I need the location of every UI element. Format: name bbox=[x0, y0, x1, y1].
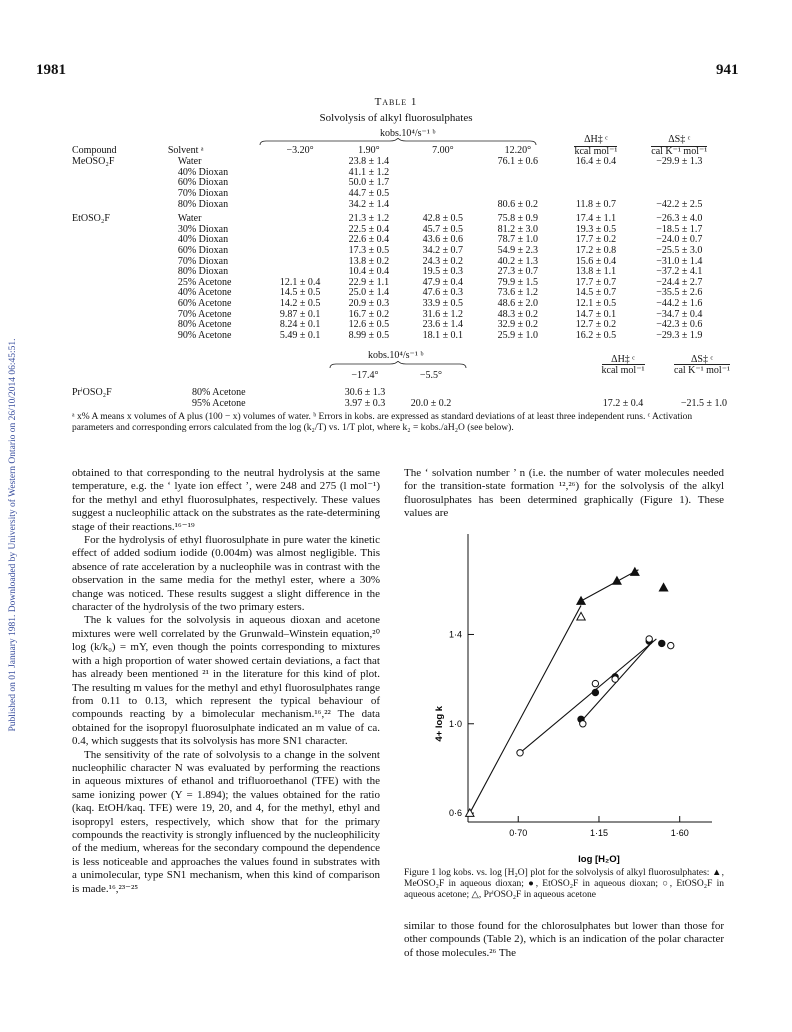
table-cell-t1: 5.49 ± 0.1 bbox=[279, 329, 321, 341]
table-cell-t1 bbox=[268, 178, 333, 189]
table-cell-ds: −18.5 ± 1.7 bbox=[656, 223, 703, 235]
table-cell-t3: 47.9 ± 0.4 bbox=[422, 276, 464, 288]
table-cell-compound bbox=[72, 200, 168, 213]
table-cell-ds: −42.2 ± 2.5 bbox=[656, 198, 703, 210]
table-label: Table 1 bbox=[374, 96, 418, 108]
table-cell-t4 bbox=[480, 189, 555, 200]
x-tick-label: 1·60 bbox=[670, 828, 689, 838]
x-axis-label: log [H₂O] bbox=[578, 854, 620, 865]
dh-unit-2: kcal mol⁻¹ bbox=[601, 365, 645, 376]
table-cell-dh: 15.6 ± 0.4 bbox=[575, 255, 617, 267]
table-cell-ds bbox=[637, 178, 722, 189]
table-cell-dh bbox=[555, 178, 636, 189]
page-year: 1981 bbox=[36, 62, 66, 78]
col-compound: Compound bbox=[72, 145, 117, 156]
table-cell-solvent: Water bbox=[177, 213, 202, 225]
table-cell-t3 bbox=[405, 157, 480, 168]
data-point bbox=[580, 721, 586, 727]
left-column bbox=[72, 467, 380, 896]
table-cell-t2: 25.0 ± 1.4 bbox=[348, 287, 390, 299]
table-row bbox=[72, 299, 722, 310]
table-cell-compound bbox=[72, 168, 168, 179]
table-cell-t1: 14.2 ± 0.5 bbox=[279, 297, 321, 309]
table-cell-t4: 79.9 ± 1.5 bbox=[497, 276, 539, 288]
table-cell-solvent: 80% Acetone bbox=[192, 387, 246, 398]
table-row bbox=[72, 288, 722, 299]
table-cell-ds: −29.3 ± 1.9 bbox=[656, 329, 703, 341]
table-cell-t2: 20.9 ± 0.3 bbox=[348, 297, 390, 309]
left-paragraph: The k values for the solvolysis in aqueous dioxan and acetone mixtures were well correlated by the Grunwald–Winstein equation,²⁰ log (k/k₀) = mY, even though the points corresponding to mixtures with a high proportion of water showed certain deviations, a fact that has already been mentioned ²¹ in the literature for this kind of plot. The resulting m values for the methyl and ethyl fluorosulphates range from 0.11 to 0.13, which represent the typical behaviour of compounds reacting by a bimolecular mechanism.¹⁶,²² The data obtained for the isopropyl fluorosulphate indicated an m value of ca. 0.4, which suggests that its solvolysis has more SN1 character. bbox=[72, 614, 380, 748]
table-title: Solvolysis of alkyl fluorosulphates bbox=[319, 112, 473, 124]
table-cell-compound bbox=[72, 267, 168, 278]
table-isopropyl-rows bbox=[72, 387, 752, 409]
table-cell-t1 bbox=[268, 200, 333, 213]
col-solvent: Solvent ᵃ bbox=[167, 145, 204, 156]
table-cell-t4: 27.3 ± 0.7 bbox=[497, 266, 539, 278]
table-cell-compound bbox=[72, 235, 168, 246]
table-cell-t2: 16.7 ± 0.2 bbox=[348, 308, 390, 320]
table-cell-solvent: 30% Dioxan bbox=[177, 223, 229, 235]
table-cell-solvent: Water bbox=[177, 156, 202, 168]
data-point bbox=[577, 612, 585, 620]
table-cell-ds: −42.3 ± 0.6 bbox=[656, 319, 703, 331]
table-row bbox=[72, 310, 722, 321]
table-cell-t4: 40.2 ± 1.3 bbox=[497, 255, 539, 267]
table-cell-compound bbox=[72, 320, 168, 331]
table-cell-solvent: 95% Acetone bbox=[192, 398, 246, 409]
col-t1: −3.20° bbox=[286, 145, 314, 156]
table-cell-dh: 14.7 ± 0.1 bbox=[575, 308, 617, 320]
table-cell-solvent: 25% Acetone bbox=[177, 276, 232, 288]
data-point bbox=[659, 640, 665, 646]
table-cell-ds: −35.5 ± 2.6 bbox=[656, 287, 703, 299]
table-cell-compound bbox=[72, 225, 168, 236]
table-cell-t4: 80.6 ± 0.2 bbox=[497, 198, 539, 210]
table-row bbox=[72, 246, 722, 257]
table-cell-ds: −26.3 ± 4.0 bbox=[656, 213, 703, 225]
table-cell-t1: 12.1 ± 0.4 bbox=[279, 276, 321, 288]
table-cell-dh: 17.2 ± 0.4 bbox=[602, 398, 644, 409]
table-cell-t3: 34.2 ± 0.7 bbox=[422, 244, 464, 256]
data-point bbox=[592, 680, 598, 686]
table-cell-t1 bbox=[268, 246, 333, 257]
table-cell-dh: 14.5 ± 0.7 bbox=[575, 287, 617, 299]
table-cell-t1 bbox=[268, 168, 333, 179]
table-cell-t3: 19.5 ± 0.3 bbox=[422, 266, 464, 278]
table-row bbox=[72, 189, 722, 200]
table-cell-dh: 19.3 ± 0.5 bbox=[575, 223, 617, 235]
col-t4: 12.20° bbox=[504, 145, 532, 156]
table-cell-t1: 30.6 ± 1.3 bbox=[344, 387, 386, 398]
table-cell-solvent: 80% Dioxan bbox=[177, 266, 229, 278]
right-paragraph-top: The ‘ solvation number ’ n (i.e. the number of water molecules needed for the transition-state formation ¹²,²⁶) for the solvolysis of the alkyl fluorosulphates has been determined graphically (Figure 1). These values are bbox=[404, 467, 724, 520]
table-cell-solvent: 70% Dioxan bbox=[177, 255, 229, 267]
table-cell-t1 bbox=[268, 257, 333, 268]
x-tick-label: 1·15 bbox=[589, 828, 608, 838]
table-row bbox=[72, 168, 722, 179]
table-cell-t2: 50.0 ± 1.7 bbox=[348, 177, 390, 189]
table-cell-t1: 8.24 ± 0.1 bbox=[279, 319, 321, 331]
table-row bbox=[72, 225, 722, 236]
table-cell-t3: 43.6 ± 0.6 bbox=[422, 234, 464, 246]
table-cell-t3: 42.8 ± 0.5 bbox=[422, 213, 464, 225]
table-cell-t3 bbox=[405, 189, 480, 200]
col-t2-2: −5.5° bbox=[419, 370, 443, 381]
table-cell-ds: −21.5 ± 1.0 bbox=[680, 398, 728, 409]
table-row bbox=[72, 267, 722, 278]
ds-unit-2: cal K⁻¹ mol⁻¹ bbox=[674, 365, 730, 376]
table-row bbox=[72, 200, 722, 213]
table-cell-t3: 33.9 ± 0.5 bbox=[422, 297, 464, 309]
table-cell-compound bbox=[72, 189, 168, 200]
col-t3: 7.00° bbox=[432, 145, 454, 156]
table-cell-t1 bbox=[268, 189, 333, 200]
table-cell-t4: 75.8 ± 0.9 bbox=[497, 213, 539, 225]
table-cell-solvent: 70% Dioxan bbox=[177, 187, 229, 199]
table-cell-compound: EtOSO₂F bbox=[72, 213, 110, 225]
table-cell-solvent: 90% Acetone bbox=[177, 329, 232, 341]
table-cell-t2: 17.3 ± 0.5 bbox=[348, 244, 390, 256]
table-cell-t2: 21.3 ± 1.2 bbox=[348, 213, 390, 225]
table-row bbox=[72, 157, 722, 168]
table-cell-t2: 22.6 ± 0.4 bbox=[348, 234, 390, 246]
table-cell-t2: 44.7 ± 0.5 bbox=[348, 187, 390, 199]
table-cell-dh: 17.4 ± 1.1 bbox=[575, 213, 617, 225]
table-cell-solvent: 40% Dioxan bbox=[177, 166, 229, 178]
dh-label-2: ΔH‡ ᶜ bbox=[611, 354, 635, 365]
table-cell-t2: 12.6 ± 0.5 bbox=[348, 319, 390, 331]
table-row bbox=[72, 278, 722, 289]
col-t2: 1.90° bbox=[358, 145, 380, 156]
table-cell-compound bbox=[72, 246, 168, 257]
table-row bbox=[72, 387, 752, 398]
table-cell-dh: 17.7 ± 0.7 bbox=[575, 276, 617, 288]
table-header-row bbox=[72, 146, 722, 157]
table-cell-t4: 76.1 ± 0.6 bbox=[497, 156, 539, 168]
left-paragraph: obtained to that corresponding to the neutral hydrolysis at the same temperature, e.g. the ‘ lyate ion effect ’, were 248 and 275 (l mol⁻¹) for the methyl and ethyl fluorosulphates, respectively. These values suggest a nucleophilic attack on the substrates as the rate-determining stage of their reactions.¹⁶⁻¹⁹ bbox=[72, 467, 380, 533]
table-row bbox=[72, 398, 752, 409]
table-cell-t3 bbox=[405, 168, 480, 179]
table-cell-t1: 14.5 ± 0.5 bbox=[279, 287, 321, 299]
table-cell-t1 bbox=[268, 157, 333, 168]
page-number: 941 bbox=[716, 62, 739, 78]
table-cell-t2: 10.4 ± 0.4 bbox=[348, 266, 390, 278]
table-cell-t2: 41.1 ± 1.2 bbox=[348, 166, 390, 178]
col-ds-unit: cal K⁻¹ mol⁻¹ bbox=[651, 145, 708, 157]
table-cell-ds: −34.7 ± 0.4 bbox=[656, 308, 703, 320]
table-cell-solvent: 60% Dioxan bbox=[177, 177, 229, 189]
table-cell-solvent: 80% Acetone bbox=[177, 319, 232, 331]
col-ds-label: ΔS‡ ᶜ bbox=[668, 134, 691, 145]
table-cell-compound bbox=[72, 257, 168, 268]
y-tick-label: 1·4 bbox=[448, 629, 462, 640]
y-axis-label: 4+ log k bbox=[434, 705, 445, 742]
table-cell-t2: 13.8 ± 0.2 bbox=[348, 255, 390, 267]
table-footnote: ᵃ x% A means x volumes of A plus (100 − x) volumes of water. ᵇ Errors in kobs. are expressed as standard deviations of at least three independent runs. ᶜ Activation parameters and corresponding errors calculated from the log (k₂/T) vs. 1/T plot, where k₂ = kobs./aH₂O (see below). bbox=[72, 412, 693, 433]
table-cell-t4: 81.2 ± 3.0 bbox=[497, 223, 539, 235]
data-point bbox=[517, 750, 523, 756]
right-column-bottom bbox=[404, 920, 724, 960]
table-cell-t4 bbox=[480, 178, 555, 189]
table-cell-solvent: 40% Acetone bbox=[177, 287, 232, 299]
table-cell-t4: 48.3 ± 0.2 bbox=[497, 308, 539, 320]
table-cell-t2: 34.2 ± 1.4 bbox=[348, 198, 390, 210]
table-row bbox=[72, 235, 722, 246]
table-cell-dh bbox=[555, 168, 636, 179]
table-cell-ds: −37.2 ± 4.1 bbox=[656, 266, 703, 278]
k-header: kobs.10⁴/s⁻¹ ᵇ bbox=[380, 128, 436, 139]
fit-line bbox=[581, 570, 638, 601]
table-cell-compound bbox=[72, 310, 168, 321]
table-cell-t1 bbox=[268, 235, 333, 246]
table-cell-compound: MeOSO₂F bbox=[72, 156, 115, 168]
col-dh-unit: kcal mol⁻¹ bbox=[574, 145, 618, 157]
left-paragraph: The sensitivity of the rate of solvolysis to a change in the solvent nucleophilic character N was evaluated by performing the reactions in aqueous mixtures of ethanol and trifluoroethanol (TFE) with the same ionizing power (Y = 1.894); the values obtained for the ratio (kaq. EtOH/kaq. TFE) were 19, 20, and 4, for the methyl, ethyl and isopropyl esters, respectively, which show that for the primary compounds the reactivity is strongly influenced by the nucleophilicity of the medium, whereas for the secondary compound the dependence is less noticeable and approaches the values found in substrates with a unimolecular, type SN1 mechanism, when this kind of comparison is made.¹⁶,²³⁻²⁵ bbox=[72, 748, 380, 895]
y-tick-label: 1·0 bbox=[448, 718, 462, 729]
table-cell-ds: −44.2 ± 1.6 bbox=[656, 297, 703, 309]
table-cell-t3 bbox=[405, 178, 480, 189]
table-cell-t4: 32.9 ± 0.2 bbox=[497, 319, 539, 331]
table-cell-t3: 18.1 ± 0.1 bbox=[422, 329, 464, 341]
col-t1-2: −17.4° bbox=[351, 370, 379, 381]
table-solvolysis bbox=[72, 134, 722, 341]
table-row bbox=[72, 320, 722, 331]
table-cell-compound: PrⁱOSO₂F bbox=[72, 387, 112, 398]
x-tick-label: 0·70 bbox=[509, 828, 528, 838]
left-paragraph: For the hydrolysis of ethyl fluorosulphate in pure water the kinetic effect of added sodium iodide (0.004m) was almost negligible. This absence of rate acceleration by a nucleophile was in contrast with the observation in the same media for the methyl ester, where a 30% change was noticed. These results suggest a slight difference in the character of the hydrolysis of the two primary esters. bbox=[72, 534, 380, 614]
table-cell-t4: 48.6 ± 2.0 bbox=[497, 297, 539, 309]
table-cell-dh: 11.8 ± 0.7 bbox=[575, 198, 616, 210]
table-cell-solvent: 60% Acetone bbox=[177, 297, 232, 309]
table-cell-t1: 9.87 ± 0.1 bbox=[279, 308, 321, 320]
table-cell-dh: 16.2 ± 0.5 bbox=[575, 329, 617, 341]
fit-line bbox=[520, 639, 656, 753]
table-cell-t2: 22.5 ± 0.4 bbox=[348, 223, 390, 235]
ds-label-2: ΔS‡ ᶜ bbox=[690, 354, 714, 365]
table-cell-ds: −24.0 ± 0.7 bbox=[656, 234, 703, 246]
table-cell-solvent: 60% Dioxan bbox=[177, 244, 229, 256]
table-cell-t2: 8.99 ± 0.5 bbox=[348, 329, 390, 341]
data-point bbox=[668, 642, 674, 648]
data-point bbox=[577, 597, 585, 605]
y-tick-label: 0·6 bbox=[448, 808, 462, 819]
table-cell-t4: 54.9 ± 2.3 bbox=[497, 244, 539, 256]
table-cell-compound bbox=[72, 331, 168, 342]
table-cell-t3: 24.3 ± 0.2 bbox=[422, 255, 464, 267]
figure-caption: Figure 1 log kobs. vs. log [H₂O] plot for the solvolysis of alkyl fluorosulphates: ▲, MeOSO₂F in aqueous dioxan; ●, EtOSO₂F in aqueous dioxan; ○, EtOSO₂F in aqueous acetone; △, PrⁱOSO₂F in aqueous acetone bbox=[404, 868, 724, 900]
right-paragraph-bottom: similar to those found for the chlorosulphates but lower than those for other compounds (Table 2), which is an indication of the polar character of those molecules.²⁶ The bbox=[404, 920, 724, 959]
table-cell-compound bbox=[72, 278, 168, 289]
data-point bbox=[646, 636, 652, 642]
table-row bbox=[72, 212, 722, 225]
fit-line bbox=[470, 605, 581, 813]
figure-1 bbox=[410, 530, 720, 870]
table-row bbox=[72, 331, 722, 342]
table-cell-dh bbox=[555, 189, 636, 200]
dh-unit-2-wrap bbox=[584, 365, 662, 376]
table-cell-dh: 16.4 ± 0.4 bbox=[575, 156, 617, 168]
table-cell-t1: 3.97 ± 0.3 bbox=[344, 398, 386, 409]
table-cell-t4: 73.6 ± 1.2 bbox=[497, 287, 539, 299]
data-point bbox=[612, 676, 618, 682]
table-cell-t1 bbox=[268, 212, 333, 225]
table-cell-t3: 23.6 ± 1.4 bbox=[422, 319, 464, 331]
table-cell-t2: 22.9 ± 1.1 bbox=[348, 276, 390, 288]
table-cell-t3: 31.6 ± 1.2 bbox=[422, 308, 464, 320]
table-cell-t3: 47.6 ± 0.3 bbox=[422, 287, 464, 299]
table-cell-solvent: 70% Acetone bbox=[177, 308, 232, 320]
table-cell-t4: 78.7 ± 1.0 bbox=[497, 234, 539, 246]
table-cell-dh: 12.7 ± 0.2 bbox=[575, 319, 617, 331]
table-cell-compound bbox=[72, 288, 168, 299]
table-cell-solvent: 80% Dioxan bbox=[177, 198, 229, 210]
data-point bbox=[631, 568, 639, 576]
ds-unit-2-wrap bbox=[660, 365, 744, 376]
table-cell-ds: −24.4 ± 2.7 bbox=[656, 276, 703, 288]
table-row bbox=[72, 257, 722, 268]
col-dh-label: ΔH‡ ᶜ bbox=[584, 134, 608, 145]
table-cell-dh: 13.8 ± 1.1 bbox=[575, 266, 617, 278]
table-cell-ds bbox=[637, 168, 722, 179]
table-cell-t4 bbox=[480, 168, 555, 179]
table-cell-compound bbox=[72, 178, 168, 189]
table-cell-dh: 12.1 ± 0.5 bbox=[575, 297, 617, 309]
table-cell-solvent: 40% Dioxan bbox=[177, 234, 229, 246]
table-cell-t2: 23.8 ± 1.4 bbox=[348, 156, 390, 168]
table-cell-dh: 17.2 ± 0.8 bbox=[575, 244, 617, 256]
k-header-2: kobs.10⁴/s⁻¹ ᵇ bbox=[368, 350, 424, 361]
table-cell-t2: 20.0 ± 0.2 bbox=[410, 398, 452, 409]
sidebar-note[interactable] bbox=[6, 150, 20, 920]
table-cell-dh: 17.7 ± 0.2 bbox=[575, 234, 617, 246]
data-point bbox=[659, 583, 667, 591]
k-header-2-brace bbox=[328, 361, 468, 369]
table-row bbox=[72, 178, 722, 189]
table-cell-compound bbox=[72, 299, 168, 310]
table-cell-ds: −31.0 ± 1.4 bbox=[656, 255, 703, 267]
table-cell-t3: 45.7 ± 0.5 bbox=[422, 223, 464, 235]
right-column-top bbox=[404, 467, 724, 521]
table-cell-t3 bbox=[405, 200, 480, 213]
table-cell-t1 bbox=[268, 225, 333, 236]
table-cell-ds bbox=[637, 189, 722, 200]
table-cell-t4: 25.9 ± 1.0 bbox=[497, 329, 539, 341]
table-cell-ds: −29.9 ± 1.3 bbox=[656, 156, 703, 168]
table-cell-ds: −25.5 ± 3.0 bbox=[656, 244, 703, 256]
sidebar-note-text: Published on 01 January 1981. Downloaded by University of Western Ontario on 26/10/2014 06:45:51. bbox=[8, 338, 18, 732]
